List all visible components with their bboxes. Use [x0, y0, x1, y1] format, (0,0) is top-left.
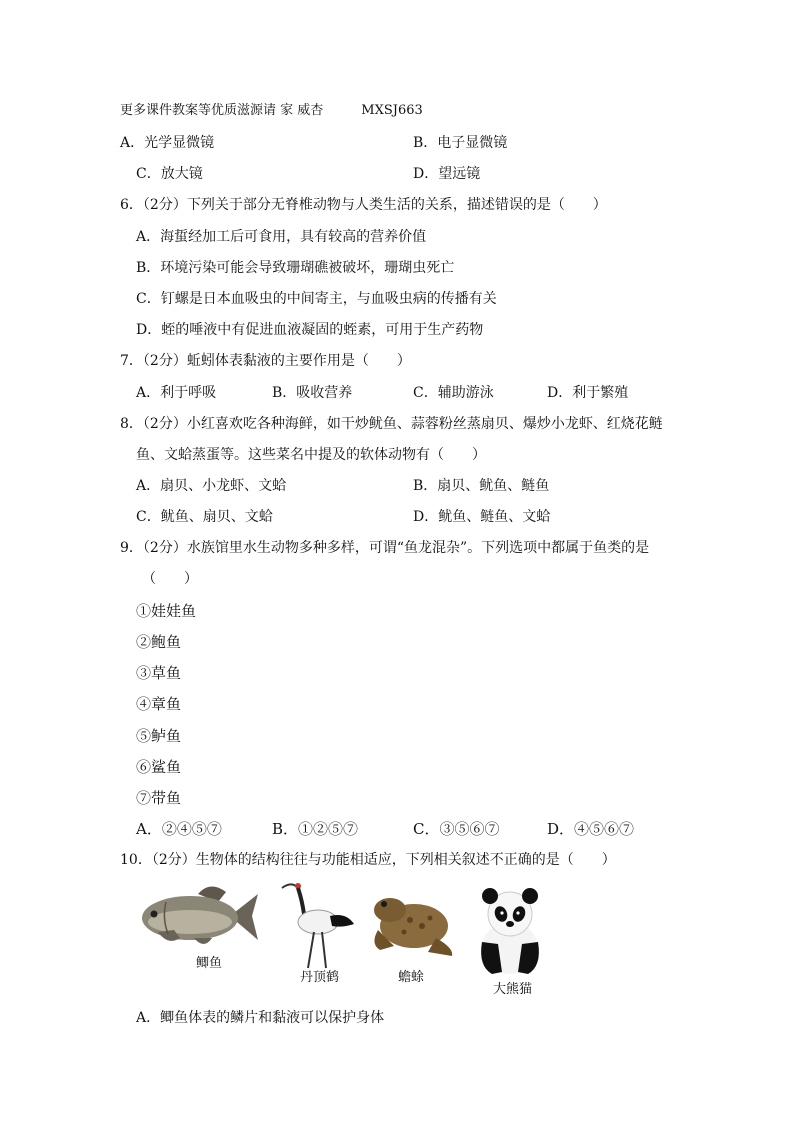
header-code: MXSJ663 [361, 103, 423, 118]
q5-option-b: B．电子显微镜 [413, 135, 508, 151]
q6-stem: 6．（2分）下列关于部分无脊椎动物与人类生活的关系，描述错误的是（ ） [120, 197, 607, 213]
q9-stem: 9．（2分）水族馆里水生动物多种多样，可谓“鱼龙混杂”。下列选项中都属于鱼类的是 [120, 540, 650, 556]
q8-option-b: B．扇贝、鱿鱼、鲢鱼 [413, 478, 550, 494]
q8-stem-line2: 鱼、文蛤蒸蛋等。这些菜名中提及的软体动物有（ ） [136, 447, 486, 463]
q9-item: ⑦带鱼 [136, 789, 182, 807]
toad-caption: 蟾蜍 [398, 970, 425, 985]
q7-option-a: A．利于呼吸 [136, 385, 217, 401]
q9-item: ①娃娃鱼 [136, 602, 197, 620]
toad-image [364, 886, 458, 960]
red-crowned-crane-image [280, 880, 358, 970]
q8-option-a: A．扇贝、小龙虾、文蛤 [136, 478, 287, 494]
giant-panda-image [474, 886, 546, 976]
crane-caption: 丹顶鹤 [300, 970, 340, 985]
q9-option-d: D．④⑤⑥⑦ [547, 820, 635, 838]
q6-option-a: A．海蜇经加工后可食用，具有较高的营养价值 [136, 229, 427, 245]
q7-option-c: C．辅助游泳 [413, 385, 494, 401]
q9-answer-paren: （ ） [142, 571, 198, 587]
q6-option-d: D．蛭的唾液中有促进血液凝固的蛭素，可用于生产药物 [136, 322, 484, 338]
panda-caption: 大熊猫 [493, 982, 533, 997]
q8-option-c: C．鱿鱼、扇贝、文蛤 [136, 509, 273, 525]
q7-option-d: D．利于繁殖 [547, 385, 629, 401]
q9-item: ③草鱼 [136, 664, 182, 682]
page-header [120, 101, 423, 121]
q9-item: ④章鱼 [136, 695, 182, 713]
q5-option-d: D．望远镜 [413, 166, 481, 182]
q9-item: ⑤鲈鱼 [136, 727, 182, 745]
q9-option-b: B．①②⑤⑦ [272, 820, 359, 838]
q5-option-c: C．放大镜 [136, 166, 203, 182]
q10-stem: 10．（2分）生物体的结构往往与功能相适应，下列相关叙述不正确的是（ ） [120, 852, 616, 868]
fish-caption: 鲫鱼 [196, 956, 223, 971]
q8-option-d: D．鱿鱼、鲢鱼、文蛤 [413, 509, 551, 525]
q5-option-a: A．光学显微镜 [120, 135, 215, 151]
q9-item: ⑥鲨鱼 [136, 758, 182, 776]
q7-stem: 7．（2分）蚯蚓体表黏液的主要作用是（ ） [120, 353, 411, 369]
q8-stem-line1: 8．（2分）小红喜欢吃各种海鲜，如干炒鱿鱼、蒜蓉粉丝蒸扇贝、爆炒小龙虾、红烧花鲢 [120, 416, 663, 432]
q6-option-c: C．钉螺是日本血吸虫的中间寄主，与血吸虫病的传播有关 [136, 291, 497, 307]
q7-option-b: B．吸收营养 [272, 385, 353, 401]
crucian-carp-image [138, 880, 260, 952]
q9-option-c: C．③⑤⑥⑦ [413, 820, 500, 838]
q10-option-a: A．鲫鱼体表的鳞片和黏液可以保护身体 [136, 1010, 385, 1026]
q9-item: ②鲍鱼 [136, 633, 182, 651]
q6-option-b: B．环境污染可能会导致珊瑚礁被破坏，珊瑚虫死亡 [136, 260, 455, 276]
q9-option-a: A．②④⑤⑦ [136, 820, 222, 838]
header-text: 更多课件教案等优质滋源请 家 威杏 [120, 103, 324, 118]
